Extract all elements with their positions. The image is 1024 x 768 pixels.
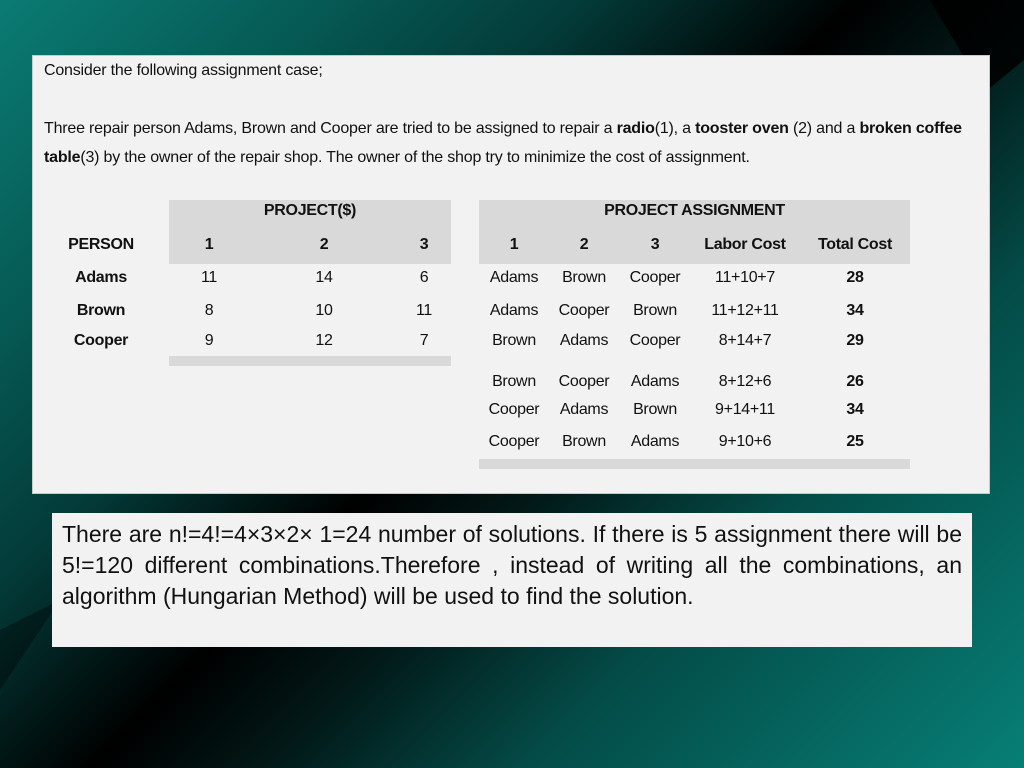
radio-term: radio [616, 120, 655, 137]
total-cost: 34 [846, 401, 864, 418]
cost-value: 12 [315, 332, 333, 349]
assigned-person: Brown [633, 401, 677, 418]
labor-cost: 11+12+11 [711, 302, 779, 319]
assigned-person: Cooper [558, 302, 610, 319]
total-cost-header: Total Cost [817, 236, 893, 253]
assignment-table-group-header: PROJECT ASSIGNMENT [604, 202, 785, 219]
cost-value: 8 [204, 302, 214, 319]
cost-value: 7 [419, 332, 429, 349]
assigned-person: Adams [630, 433, 680, 450]
cost-col-1: 1 [204, 236, 214, 253]
total-cost: 25 [846, 433, 864, 450]
total-cost: 29 [846, 332, 864, 349]
assign-col-1: 1 [509, 236, 519, 253]
cost-col-2: 2 [319, 236, 329, 253]
labor-cost: 8+12+6 [718, 373, 772, 390]
assigned-person: Brown [562, 433, 606, 450]
cost-value: 11 [415, 302, 432, 319]
person-name: Brown [76, 302, 126, 319]
cost-table-group-header: PROJECT($) [263, 202, 357, 219]
cost-value: 9 [204, 332, 214, 349]
labor-cost-header: Labor Cost [704, 236, 786, 253]
assigned-person: Brown [562, 269, 606, 286]
assigned-person: Adams [559, 401, 609, 418]
person-name: Adams [75, 269, 127, 286]
assigned-person: Adams [630, 373, 680, 390]
cost-value: 11 [200, 269, 217, 286]
total-cost: 34 [846, 302, 864, 319]
intro-line-1: Consider the following assignment case; [44, 62, 323, 79]
assigned-person: Adams [489, 269, 539, 286]
assigned-person: Cooper [488, 433, 540, 450]
assigned-person: Brown [492, 373, 536, 390]
cost-col-3: 3 [419, 236, 429, 253]
assigned-person: Adams [559, 332, 609, 349]
problem-panel [32, 55, 990, 494]
cost-value: 10 [315, 302, 333, 319]
assign-col-3: 3 [650, 236, 660, 253]
cost-value: 14 [315, 269, 333, 286]
assigned-person: Adams [489, 302, 539, 319]
assigned-person: Cooper [629, 269, 681, 286]
total-cost: 28 [846, 269, 864, 286]
assigned-person: Brown [633, 302, 677, 319]
labor-cost: 11+10+7 [715, 269, 775, 286]
assigned-person: Cooper [629, 332, 681, 349]
assigned-person: Cooper [488, 401, 540, 418]
assigned-person: Cooper [558, 373, 610, 390]
tooster-oven-term: tooster oven [695, 120, 789, 137]
labor-cost: 9+10+6 [718, 433, 772, 450]
assign-col-2: 2 [579, 236, 589, 253]
person-header: PERSON [68, 236, 134, 253]
intro-line-3: table(3) by the owner of the repair shop. The owner of the shop try to minimize the cost of assignment. [44, 149, 750, 166]
cost-value: 6 [419, 269, 429, 286]
assigned-person: Brown [492, 332, 536, 349]
explanation-text: There are n!=4!=4×3×2× 1=24 number of solutions. If there is 5 assignment there will be 5!=120 different combinations.Therefore , instead of writing all the combinations, an algorithm (Hungarian Method) will be used to find the solution. [62, 521, 962, 609]
assignment-table-footer-bar [479, 459, 910, 469]
total-cost: 26 [846, 373, 864, 390]
labor-cost: 8+14+7 [718, 332, 772, 349]
cost-table-footer-bar [169, 356, 451, 366]
person-name: Cooper [73, 332, 129, 349]
explanation-box [52, 513, 972, 647]
labor-cost: 9+14+11 [715, 401, 775, 418]
table-term: table [44, 149, 81, 166]
broken-coffee-term: broken coffee [859, 120, 962, 137]
intro-line-2: Three repair person Adams, Brown and Cooper are tried to be assigned to repair a radio(1), a tooster oven (2) and a broken coffee [44, 120, 962, 137]
